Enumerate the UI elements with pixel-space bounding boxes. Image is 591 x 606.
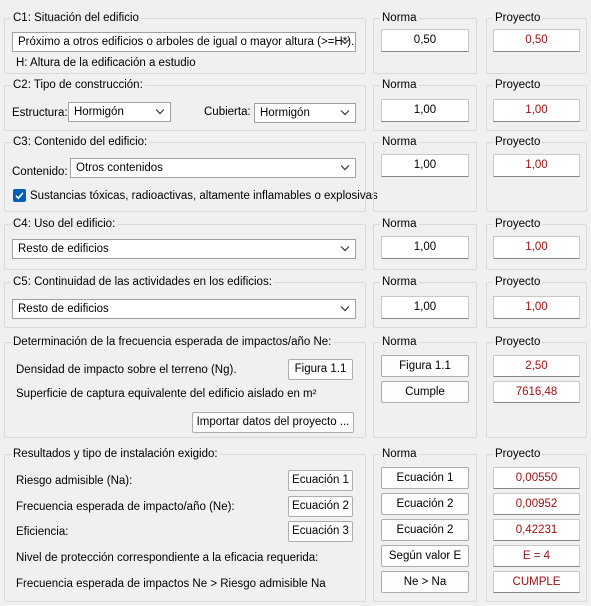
c4-uso-value: Resto de edificios xyxy=(18,243,109,255)
c1-situacion-value: Próximo a otros edificios o arboles de igual o mayor altura (>=H*). xyxy=(18,36,355,48)
chevron-down-icon xyxy=(155,108,165,115)
chevron-down-icon xyxy=(340,109,350,116)
c5-norma-value: 1,00 xyxy=(381,296,469,319)
c1-proyecto-header: Proyecto xyxy=(495,12,541,24)
contenido-label: Contenido: xyxy=(12,166,68,178)
contenido-value: Otros contenidos xyxy=(76,162,163,174)
freq-legend: Determinación de la frecuencia esperada de impactos/año Ne: xyxy=(13,336,332,348)
c5-continuidad-value: Resto de edificios xyxy=(18,303,109,315)
c5-continuidad-select[interactable] xyxy=(12,299,356,319)
c3-legend: C3: Contenido del edificio: xyxy=(13,136,148,148)
sustancias-checkbox[interactable] xyxy=(13,189,26,202)
ecuacion-1-button[interactable]: Ecuación 1 xyxy=(288,470,353,491)
norma-ecuacion-eficiencia-button[interactable]: Ecuación 2 xyxy=(381,519,469,541)
eficiencia-label: Eficiencia: xyxy=(16,526,69,538)
checkmark-icon xyxy=(13,189,26,202)
c4-norma-header: Norma xyxy=(382,218,417,230)
c4-proyecto-value: 1,00 xyxy=(493,236,580,259)
norma-cumple-button[interactable]: Cumple xyxy=(381,381,469,403)
c5-norma-header: Norma xyxy=(382,276,417,288)
c1-norma-value: 0,50 xyxy=(381,29,469,52)
norma-ne-na-button[interactable]: Ne > Na xyxy=(381,571,469,593)
ecuacion-3-button[interactable]: Ecuación 3 xyxy=(288,521,353,542)
results-legend: Resultados y tipo de instalación exigido: xyxy=(13,448,218,460)
c3-norma-value: 1,00 xyxy=(381,154,469,177)
c4-proyecto-header: Proyecto xyxy=(495,218,541,230)
c2-proyecto-value: 1,00 xyxy=(493,99,580,122)
results-norma-header: Norma xyxy=(382,448,417,460)
c4-norma-value: 1,00 xyxy=(381,236,469,259)
figura-1-1-button[interactable]: Figura 1.1 xyxy=(288,359,353,380)
c2-norma-value: 1,00 xyxy=(381,99,469,122)
c1-note: H: Altura de la edificación a estudio xyxy=(16,57,196,69)
c1-situacion-select[interactable] xyxy=(12,32,356,52)
nivel-proteccion-label: Nivel de protección correspondiente a la eficacia requerida: xyxy=(16,552,319,564)
chevron-down-icon xyxy=(340,245,350,252)
proyecto-eficiencia-value: 0,42231 xyxy=(493,519,580,541)
estructura-select[interactable] xyxy=(68,102,171,122)
chevron-down-icon xyxy=(340,305,350,312)
c3-norma-group xyxy=(373,136,477,212)
proyecto-ne-value: 0,00952 xyxy=(493,493,580,515)
c1-legend: C1: Situación del edificio xyxy=(13,12,139,24)
norma-figura-1-1-button[interactable]: Figura 1.1 xyxy=(381,355,469,377)
c2-norma-header: Norma xyxy=(382,79,417,91)
c3-proyecto-group xyxy=(486,136,587,212)
c5-legend: C5: Continuidad de las actividades en los edificios: xyxy=(13,276,272,288)
superficie-label: Superficie de captura equivalente del edificio aislado en m² xyxy=(16,388,317,400)
cubierta-select[interactable] xyxy=(254,103,356,123)
densidad-label: Densidad de impacto sobre el terreno (Ng). xyxy=(16,364,237,376)
freq-proyecto-header: Proyecto xyxy=(495,336,541,348)
results-proyecto-header: Proyecto xyxy=(495,448,541,460)
estructura-label: Estructura: xyxy=(12,107,68,119)
estructura-value: Hormigón xyxy=(74,106,124,118)
chevron-down-icon xyxy=(340,164,350,171)
c4-legend: C4: Uso del edificio: xyxy=(13,218,116,230)
c1-norma-header: Norma xyxy=(382,12,417,24)
chevron-down-icon xyxy=(340,38,350,45)
freq-norma-header: Norma xyxy=(382,336,417,348)
ne-mayor-na-label: Frecuencia esperada de impactos Ne > Riesgo admisible Na xyxy=(16,578,326,590)
c1-proyecto-value: 0,50 xyxy=(493,29,580,52)
norma-ecuacion-1-button[interactable]: Ecuación 1 xyxy=(381,467,469,489)
c2-legend: C2: Tipo de construcción: xyxy=(13,79,143,91)
norma-segun-valor-e-button[interactable]: Según valor E xyxy=(381,545,469,567)
proyecto-superficie-value: 7616,48 xyxy=(493,381,580,403)
norma-ecuacion-2-button[interactable]: Ecuación 2 xyxy=(381,493,469,515)
contenido-select[interactable] xyxy=(70,158,356,178)
c5-proyecto-header: Proyecto xyxy=(495,276,541,288)
ecuacion-2-button[interactable]: Ecuación 2 xyxy=(288,496,353,517)
c3-proyecto-value: 1,00 xyxy=(493,154,580,177)
cubierta-value: Hormigón xyxy=(260,107,310,119)
c3-norma-header: Norma xyxy=(382,136,417,148)
proyecto-ng-value: 2,50 xyxy=(493,355,580,377)
proyecto-cumple-value: CUMPLE xyxy=(493,571,580,593)
c4-uso-select[interactable] xyxy=(12,239,356,259)
proyecto-nivel-value: E = 4 xyxy=(493,545,580,567)
frecuencia-esperada-label: Frecuencia esperada de impacto/año (Ne): xyxy=(16,501,235,513)
c3-proyecto-header: Proyecto xyxy=(495,136,541,148)
proyecto-na-value: 0,00550 xyxy=(493,467,580,489)
cubierta-label: Cubierta: xyxy=(204,106,251,118)
sustancias-label: Sustancias tóxicas, radioactivas, altamente inflamables o explosivas xyxy=(30,190,378,202)
riesgo-admisible-label: Riesgo admisible (Na): xyxy=(16,475,133,487)
c5-proyecto-value: 1,00 xyxy=(493,296,580,319)
c2-proyecto-header: Proyecto xyxy=(495,79,541,91)
importar-datos-button[interactable]: Importar datos del proyecto ... xyxy=(192,412,354,433)
